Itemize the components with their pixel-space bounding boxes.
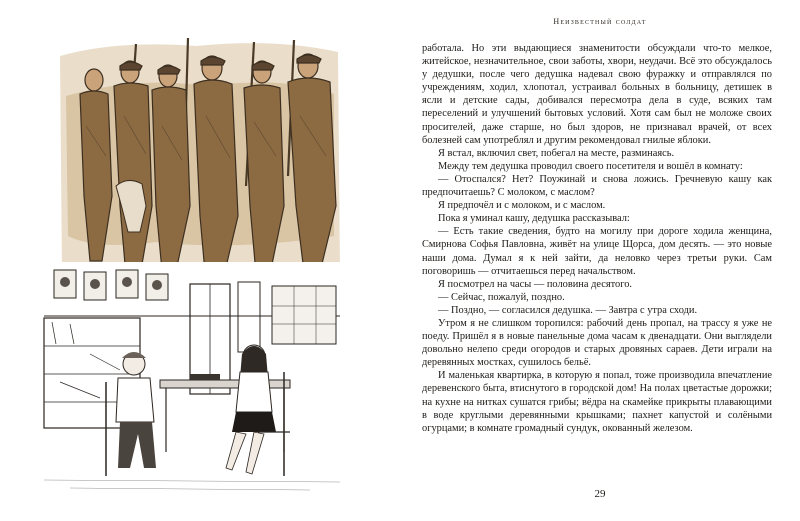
soldiers-illustration [56, 36, 342, 294]
paragraph: Я встал, включил свет, побегал на месте, разминаясь. [438, 147, 675, 159]
paragraph: работала. Но эти выдающиеся знаменитости обсуждали что-то мелкое, житейское, незначительное, свои заботы, хвори, неудачи. Всё это обсуждалось у дедушки, после чего дедушка надевал свою фуражку и отправлялся по учреждениям, ходил, хлопотал, устраивал больных в больницу, детишек в ясли и детские сады, добивался пересмотра дела в суде, всяких там переселений и улучшений бытовых условий. Хотя сам был не моложе своих просителей, даже старше, но был здоров, не признавал врачей, от всех болезней сам употреблял и другим рекомендовал гнилые яблоки. [422, 43, 772, 146]
paragraph: Пока я уминал кашу, дедушка рассказывал: [438, 213, 630, 225]
paragraph: Между тем дедушка проводил своего посетителя и вошёл в комнату: [438, 160, 743, 172]
paragraph: Я предпочёл и с молоком, и с маслом. [438, 200, 606, 212]
paragraph: И маленькая квартирка, в которую я попал, тоже производила впечатление деревенского быта, втиснутого в городской дом! На полах цветастые дорожки; на кухне на нитках сушатся грибы; вёдра на скамейке прикрыты плавающими в воде круглыми деревянными крышками; пахнет капустой и солёными огурцами; в комнате громадный сундук, окованный железом. [422, 370, 772, 434]
paragraph: — Сейчас, пожалуй, поздно. [438, 291, 565, 303]
paragraph: — Отоспался? Нет? Поужинай и снова ложись. Гречневую кашу как предпочитаешь? С молоком, с маслом? [422, 173, 772, 199]
paragraph: Утром я не слишком торопился: рабочий день пропал, на трассу я уже не поеду. Пришёл я в новые панельные дома часам к двенадцати. Они выглядели довольно нелепо среди огородов и старых дровяных сараев. Дети играли на деревянных мостках, сушилось бельё. [422, 317, 772, 369]
paragraph: Я посмотрел на часы — половина десятого. [438, 278, 633, 290]
paragraph: — Поздно, — согласился дедушка. — Завтра с утра сходи. [438, 304, 698, 316]
page-number: 29 [594, 488, 606, 500]
running-head: Неизвестный солдат [553, 17, 647, 26]
body-text [422, 42, 772, 435]
paragraph: — Есть такие сведения, будто на могилу при дороге ходила женщина, Смирнова Софья Павловна, живёт на улице Щорса, дом десять. — это новые наши дома. Думал я к ней зайти, да неловко через третьи руки. Сам поговоришь — отчитаешься перед начальством. [422, 226, 772, 277]
text-page [400, 0, 800, 521]
museum-room-illustration [40, 262, 344, 496]
